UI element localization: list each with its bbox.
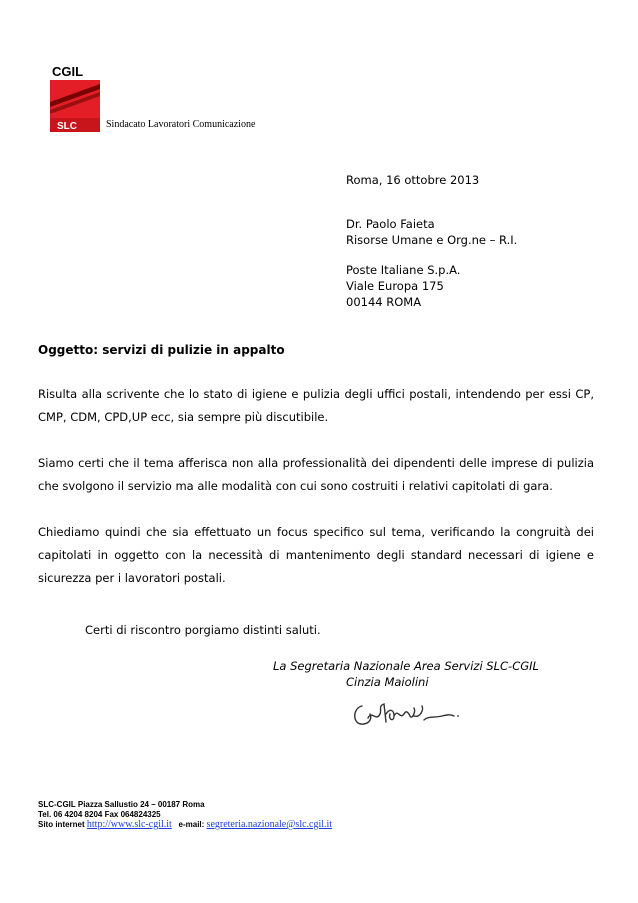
letter-date: Roma, 16 ottobre 2013 [346, 173, 480, 187]
signatory-name: Cinzia Maiolini [346, 675, 429, 689]
recipient-name: Dr. Paolo Faieta [346, 217, 435, 231]
signatory-organization: La Segretaria Nazionale Area Servizi SLC-CGIL [273, 659, 539, 673]
body-paragraph: Siamo certi che il tema afferisca non alla professionalità dei dipendenti delle imprese di pulizia che svolgono il servizio ma alle modalità con cui sono costruiti i relativi capitolati di gara. [38, 456, 594, 493]
recipient-department: Risorse Umane e Org.ne – R.I. [346, 233, 518, 247]
recipient-city: 00144 ROMA [346, 295, 422, 309]
body-paragraph: Risulta alla scrivente che lo stato di igiene e pulizia degli uffici postali, intendendo per essi CP, CMP, CDM, CPD,UP ecc, sia sempre più discutibile. [38, 387, 594, 424]
logo-bottom-text: SLC [57, 121, 77, 132]
footer-contacts [38, 820, 332, 830]
footer-address: SLC-CGIL Piazza Sallustio 24 – 00187 Roma [38, 800, 205, 809]
logo-top-text: CGIL [52, 64, 84, 79]
email-label: e-mail: [178, 820, 205, 829]
cgil-slc-logo [50, 64, 100, 132]
website-link[interactable]: http://www.slc-cgil.it [86, 819, 172, 830]
footer-phone: Tel. 06 4204 8204 Fax 064824325 [38, 810, 161, 819]
site-label: Sito internet [38, 820, 85, 829]
body-paragraph: Chiediamo quindi che sia effettuato un focus specifico sul tema, verificando la congruità dei capitolati in oggetto con la necessità di mantenimento degli standard necessari di igiene e sicurezza per i lavoratori postali. [38, 525, 594, 585]
handwritten-signature [350, 696, 460, 732]
closing-line: Certi di riscontro porgiamo distinti saluti. [85, 623, 321, 637]
email-link[interactable]: segreteria.nazionale@slc.cgil.it [206, 819, 333, 830]
recipient-company: Poste Italiane S.p.A. [346, 263, 461, 277]
letter-subject: Oggetto: servizi di pulizie in appalto [38, 343, 285, 357]
recipient-street: Viale Europa 175 [346, 279, 444, 293]
union-tagline: Sindacato Lavoratori Comunicazione [106, 119, 256, 130]
